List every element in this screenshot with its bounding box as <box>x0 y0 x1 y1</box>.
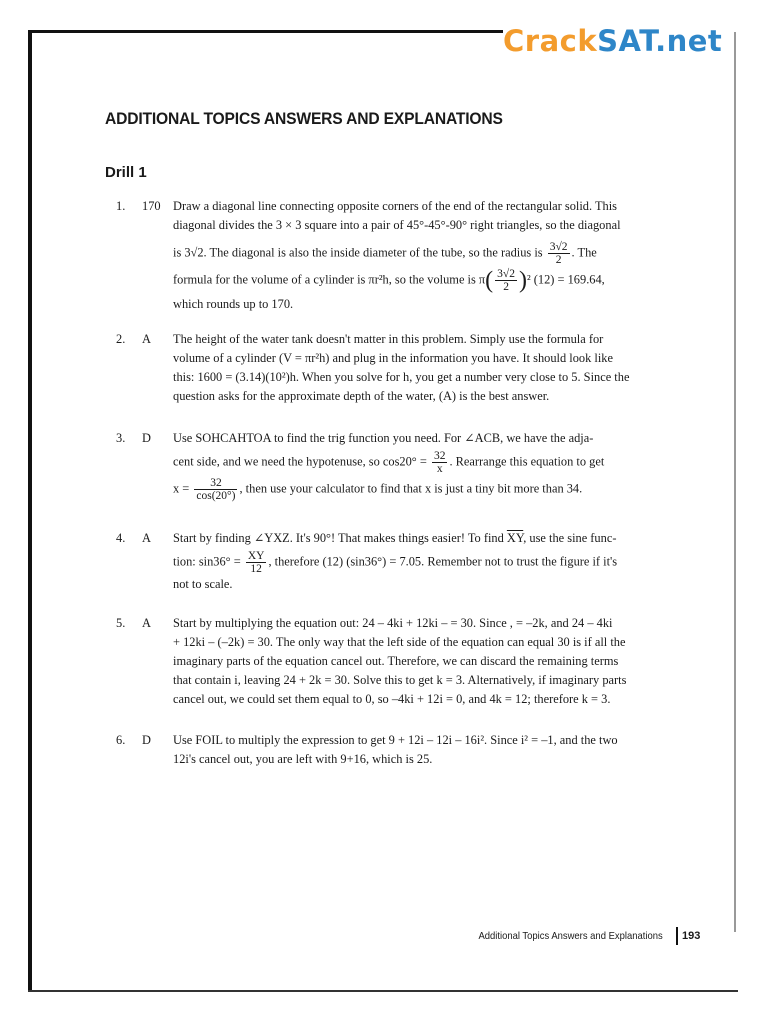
drill-title: Drill 1 <box>105 164 147 181</box>
explanation-line: Start by finding ∠YXZ. It's 90°! That makes things easier! To find $\overline{XY}$, use the sine func- <box>173 531 617 545</box>
watermark-part-crack: Crack <box>503 24 598 58</box>
explanation-line: imaginary parts of the equation cancel out. Therefore, we can discard the remaining terms <box>173 654 619 668</box>
item-answer: A <box>142 531 151 545</box>
page-border-left <box>28 32 32 992</box>
page-border-right <box>734 32 736 932</box>
item-answer: D <box>142 733 151 747</box>
explanation-line: cancel out, we could set them equal to 0, so –4ki + 12i = 0, and 4k = 12; therefore k = 3. <box>173 692 611 706</box>
fraction: $\frac{32}{\cos(20^\circ)}$ <box>196 477 236 502</box>
explanation-line: Use SOHCAHTOA to find the trig function you need. For ∠ACB, we have the adja- <box>173 431 594 445</box>
item-number: 3. <box>116 431 126 445</box>
fraction: $\frac{3√2}{2}$ <box>497 268 515 293</box>
explanation-line: tion: sin36° = $\frac{XY}{12}$ , therefore (12) (sin36°) = 7.05. Remember not to trust the figure if it's <box>173 550 618 575</box>
explanation-line: x = $\frac{32}{\cos(20^\circ)}$ , then use your calculator to find that x is just a tiny bit more than 34. <box>173 477 583 502</box>
explanation-line: + 12ki – (–2k) = 30. The only way that the left side of the equation can equal 30 is if all the <box>173 635 626 649</box>
explanation-line: volume of a cylinder (V = πr²h) and plug in the information you have. It should look like <box>173 351 613 365</box>
item-answer: A <box>142 332 151 346</box>
explanation-line: that contain i, leaving 24 + 2k = 30. Solve this to get k = 3. Alternatively, if imaginary parts <box>173 673 627 687</box>
fraction: $\frac{32}{x}$ <box>433 450 446 475</box>
item-answer: D <box>142 431 151 445</box>
explanation-line: which rounds up to 170. <box>173 297 294 311</box>
explanation-line: is 3√2. The diagonal is also the inside diameter of the tube, so the radius is $\frac{3√2}{2}$ . The <box>173 241 597 266</box>
item-answer: 170 <box>142 199 161 213</box>
page-border-top <box>28 30 503 33</box>
item-explanation <box>173 429 643 502</box>
item-explanation <box>173 197 643 314</box>
item-number: 2. <box>116 332 126 346</box>
item-explanation <box>173 330 643 406</box>
explanation-line: this: 1600 = (3.14)(10²)h. When you solve for h, you get a number very close to 5. Since the <box>173 370 630 384</box>
explanation-line: Use FOIL to multiply the expression to get 9 + 12i – 12i – 16i². Since i² = –1, and the two <box>173 733 618 747</box>
explanation-line: Start by multiplying the equation out: 24 – 4ki + 12ki – = 30. Since , = –2k, and 24 – 4ki <box>173 616 613 630</box>
watermark-part-sat: SAT.net <box>597 24 723 58</box>
explanation-line: cent side, and we need the hypotenuse, so cos20° = $\frac{32}{x}$ . Rearrange this equation to get <box>173 450 605 475</box>
footer-divider <box>676 927 678 945</box>
item-explanation <box>173 731 643 769</box>
item-explanation <box>173 529 643 594</box>
page-footer <box>478 930 707 944</box>
explanation-line: 12i's cancel out, you are left with 9+16, which is 25. <box>173 752 433 766</box>
explanation-line: not to scale. <box>173 577 233 591</box>
footer-section-label: Additional Topics Answers and Explanations <box>478 930 663 942</box>
fraction: $\frac{XY}{12}$ <box>247 550 265 575</box>
item-answer: A <box>142 616 151 630</box>
explanation-line: formula for the volume of a cylinder is πr²h, so the volume is π( $\frac{3√2}{2}$ )² (12) = 169.64, <box>173 267 605 294</box>
explanation-line: question asks for the approximate depth of the water, (A) is the best answer. <box>173 389 550 403</box>
item-number: 6. <box>116 733 126 747</box>
item-number: 1. <box>116 199 126 213</box>
fraction: $\frac{3√2}{2}$ <box>549 241 568 266</box>
item-number: 4. <box>116 531 126 545</box>
page-border-bottom <box>28 990 738 992</box>
item-number: 5. <box>116 616 126 630</box>
explanation-line: The height of the water tank doesn't matter in this problem. Simply use the formula for <box>173 332 604 346</box>
section-title: ADDITIONAL TOPICS ANSWERS AND EXPLANATIONS <box>105 109 503 128</box>
item-explanation <box>173 614 643 709</box>
page-number: 193 <box>682 930 701 942</box>
watermark-logo <box>503 24 722 58</box>
explanation-line: Draw a diagonal line connecting opposite corners of the end of the rectangular solid. This <box>173 199 617 213</box>
explanation-line: diagonal divides the 3 × 3 square into a pair of 45°-45°-90° right triangles, so the diagonal <box>173 218 621 232</box>
